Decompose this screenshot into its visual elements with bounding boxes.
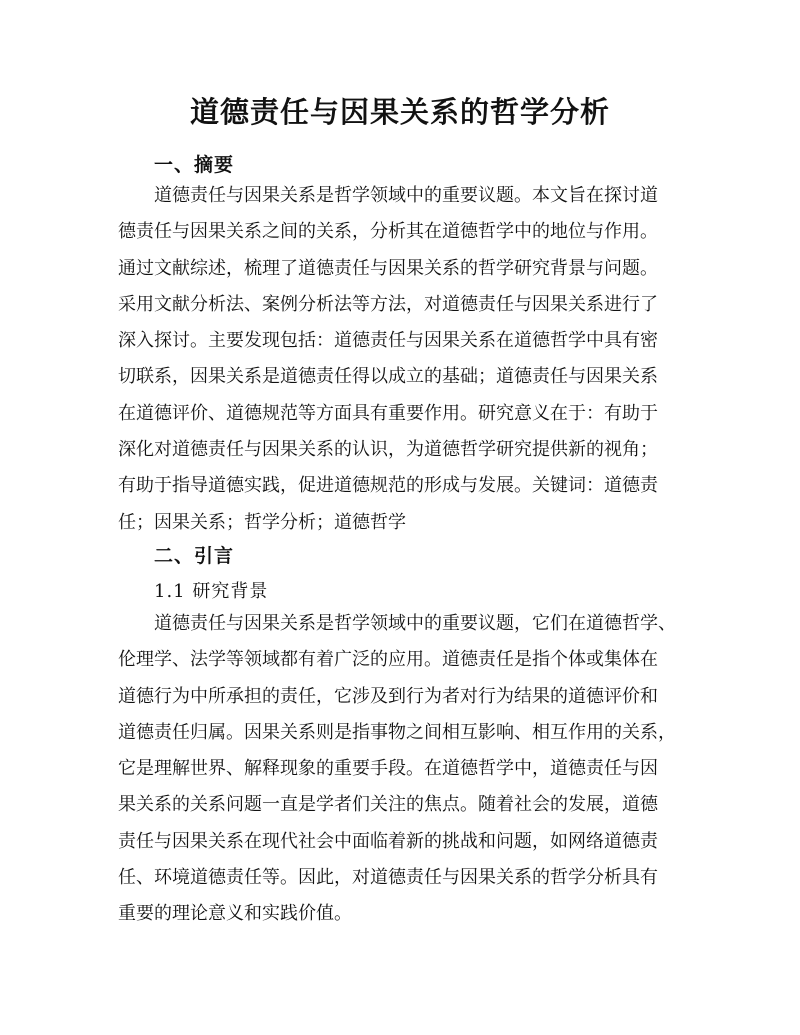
abstract-heading: 一、摘要: [154, 154, 235, 176]
abstract-line: 道德责任与因果关系是哲学领域中的重要议题。本文旨在探讨道: [154, 185, 658, 206]
abstract-line: 德责任与因果关系之间的关系，分析其在道德哲学中的地位与作用。: [118, 221, 658, 243]
intro-subheading: 1.1 研究背景: [154, 581, 269, 602]
document-title: 道德责任与因果关系的哲学分析: [189, 95, 610, 129]
abstract-line: 在道德评价、道德规范等方面具有重要作用。研究意义在于：有助于: [118, 402, 658, 424]
abstract-line: 深入探讨。主要发现包括：道德责任与因果关系在道德哲学中具有密: [118, 330, 658, 352]
intro-line: 重要的理论意义和实践价值。: [118, 903, 352, 925]
intro-line: 责任与因果关系在现代社会中面临着新的挑战和问题，如网络道德责: [118, 830, 658, 852]
abstract-line: 有助于指导道德实践，促进道德规范的形成与发展。关键词：道德责: [118, 475, 658, 497]
abstract-line: 通过文献综述，梳理了道德责任与因果关系的哲学研究背景与问题。: [118, 257, 658, 279]
intro-heading: 二、引言: [154, 545, 235, 567]
intro-line: 道德责任归属。因果关系则是指事物之间相互影响、相互作用的关系，: [118, 721, 676, 743]
abstract-line: 采用文献分析法、案例分析法等方法，对道德责任与因果关系进行了: [118, 293, 658, 315]
abstract-line: 切联系，因果关系是道德责任得以成立的基础；道德责任与因果关系: [118, 366, 658, 388]
intro-line: 任、环境道德责任等。因此，对道德责任与因果关系的哲学分析具有: [118, 867, 658, 889]
intro-line: 道德责任与因果关系是哲学领域中的重要议题，它们在道德哲学、: [154, 613, 676, 634]
abstract-line: 任；因果关系；哲学分析；道德哲学: [118, 511, 406, 533]
intro-paragraph: [118, 606, 681, 933]
intro-line: 它是理解世界、解释现象的重要手段。在道德哲学中，道德责任与因: [118, 758, 658, 780]
abstract-line: 深化对道德责任与因果关系的认识，为道德哲学研究提供新的视角；: [118, 439, 658, 461]
intro-line: 道德行为中所承担的责任，它涉及到行为者对行为结果的道德评价和: [118, 685, 658, 707]
intro-line: 伦理学、法学等领域都有着广泛的应用。道德责任是指个体或集体在: [118, 649, 658, 671]
intro-line: 果关系的关系问题一直是学者们关注的焦点。随着社会的发展，道德: [118, 794, 658, 816]
abstract-paragraph: [118, 178, 681, 541]
